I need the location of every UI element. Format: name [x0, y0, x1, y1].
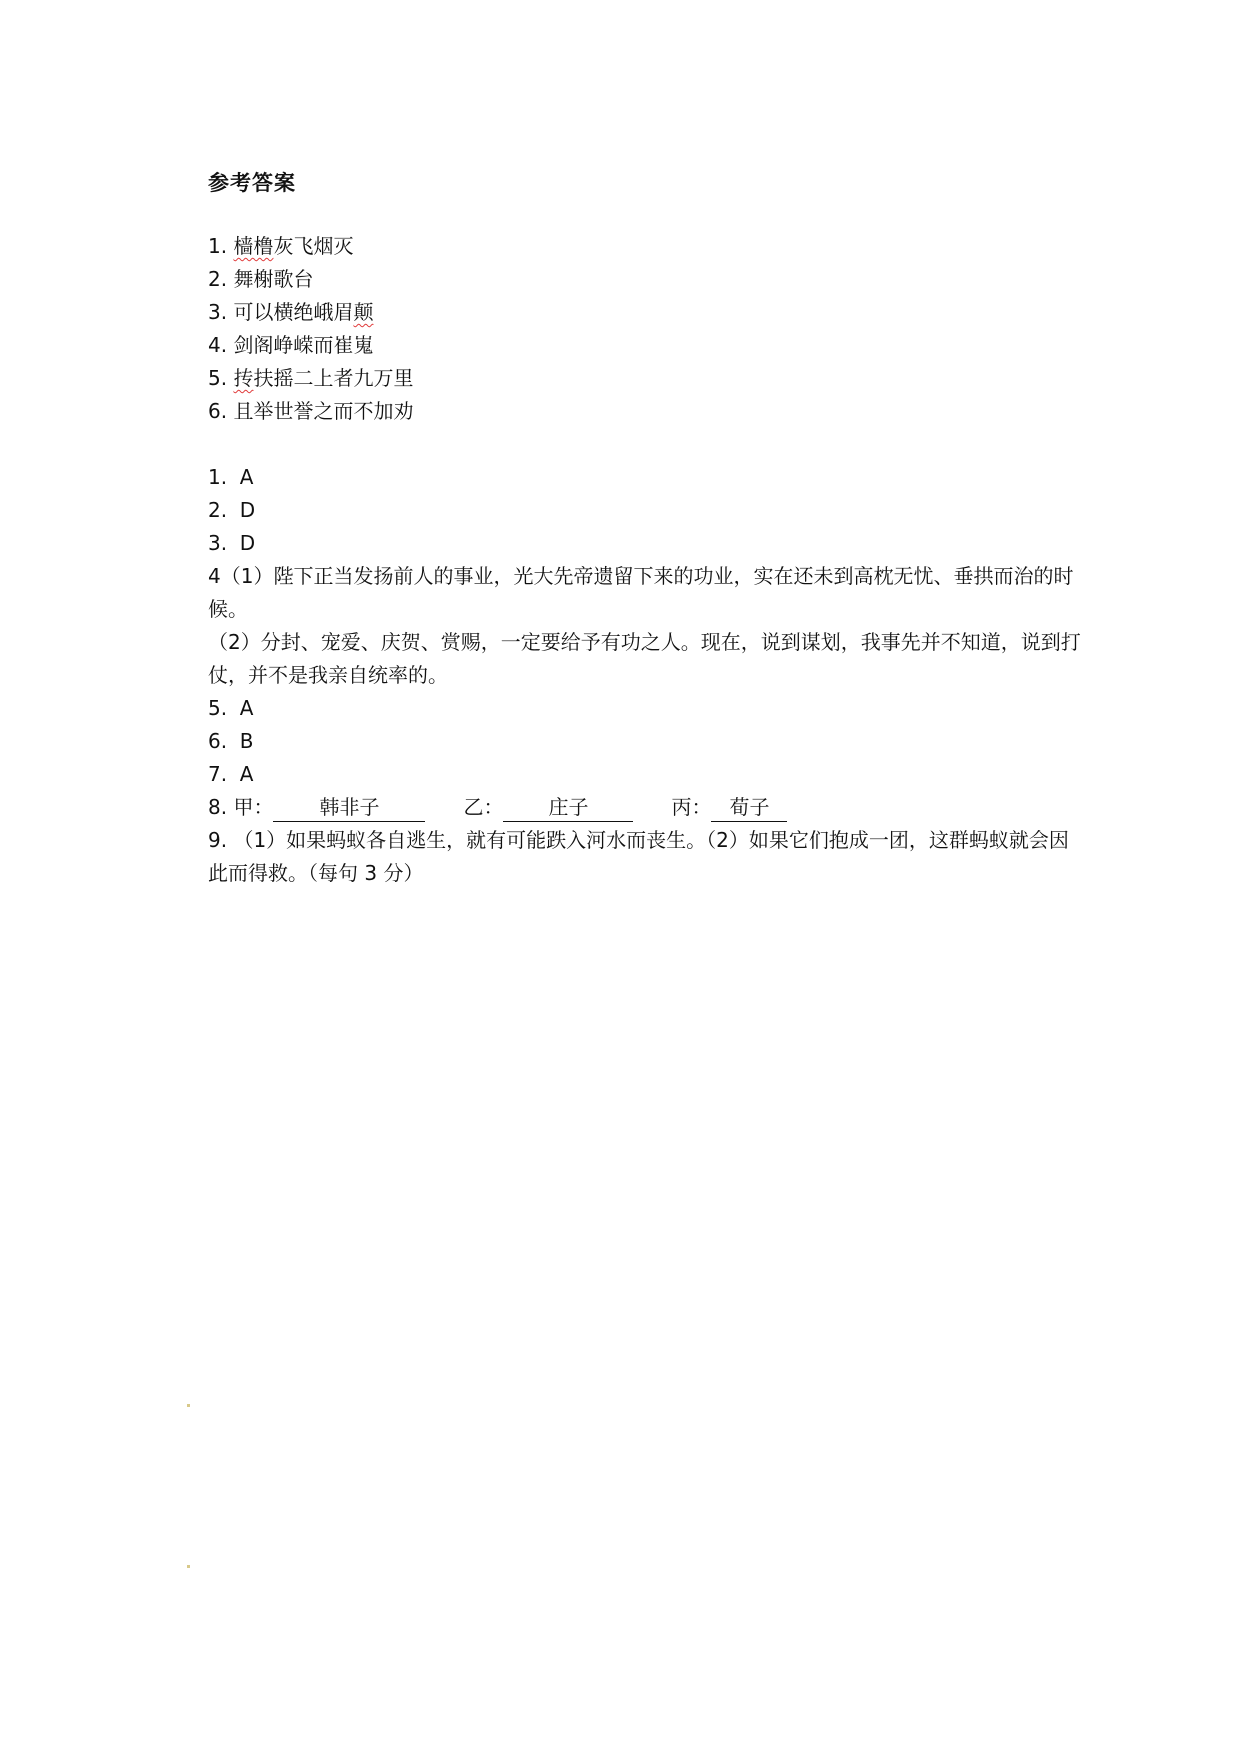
answer-q4-part2: （2）分封、宠爱、庆贺、赏赐，一定要给予有功之人。现在，说到谋划，我事先并不知道，说到打仗，并不是我亲自统率的。	[208, 630, 1081, 687]
answer-q5: 5. A	[208, 696, 254, 720]
answer-q2: 2. D	[208, 498, 256, 522]
list-item: 3. 可以横绝峨眉颠	[208, 300, 374, 324]
answer-q7: 7. A	[208, 762, 254, 786]
page-title: 参考答案	[208, 171, 296, 195]
bing-label: 丙：	[671, 795, 712, 819]
answer-q1: 1. A	[208, 465, 254, 489]
yi-answer: 庄子	[503, 793, 633, 822]
section-2-list	[208, 461, 1088, 890]
jia-answer: 韩非子	[273, 793, 425, 822]
stray-mark	[187, 1565, 190, 1568]
answer-q6: 6. B	[208, 729, 254, 753]
answer-q8: 8. 甲： 韩非子 乙： 庄子 丙： 荀子	[208, 791, 1088, 824]
spellcheck-mark: 樯橹	[233, 234, 274, 258]
answer-q9: 9. （1）如果蚂蚁各自逃生，就有可能跌入河水而丧生。（2）如果它们抱成一团，这群蚂蚁就会因此而得救。（每句 3 分）	[208, 828, 1069, 885]
answer-key	[208, 168, 1088, 890]
answer-q4-part1: 4（1）陛下正当发扬前人的事业，光大先帝遗留下来的功业，实在还未到高枕无忧、垂拱而治的时候。	[208, 564, 1074, 621]
section-1-list	[208, 230, 1088, 428]
list-item: 4. 剑阁峥嵘而崔嵬	[208, 333, 374, 357]
list-item: 1. 樯橹灰飞烟灭	[208, 234, 354, 258]
bing-answer: 荀子	[711, 793, 787, 822]
spellcheck-mark: 颠	[353, 300, 374, 324]
stray-mark	[187, 1404, 190, 1407]
jia-label: 甲：	[233, 795, 274, 819]
list-item: 5. 抟扶摇二上者九万里	[208, 366, 414, 390]
list-item: 6. 且举世誉之而不加劝	[208, 399, 414, 423]
answer-q3: 3. D	[208, 531, 256, 555]
spellcheck-mark: 抟	[233, 366, 254, 390]
yi-label: 乙：	[463, 795, 504, 819]
list-item: 2. 舞榭歌台	[208, 267, 314, 291]
